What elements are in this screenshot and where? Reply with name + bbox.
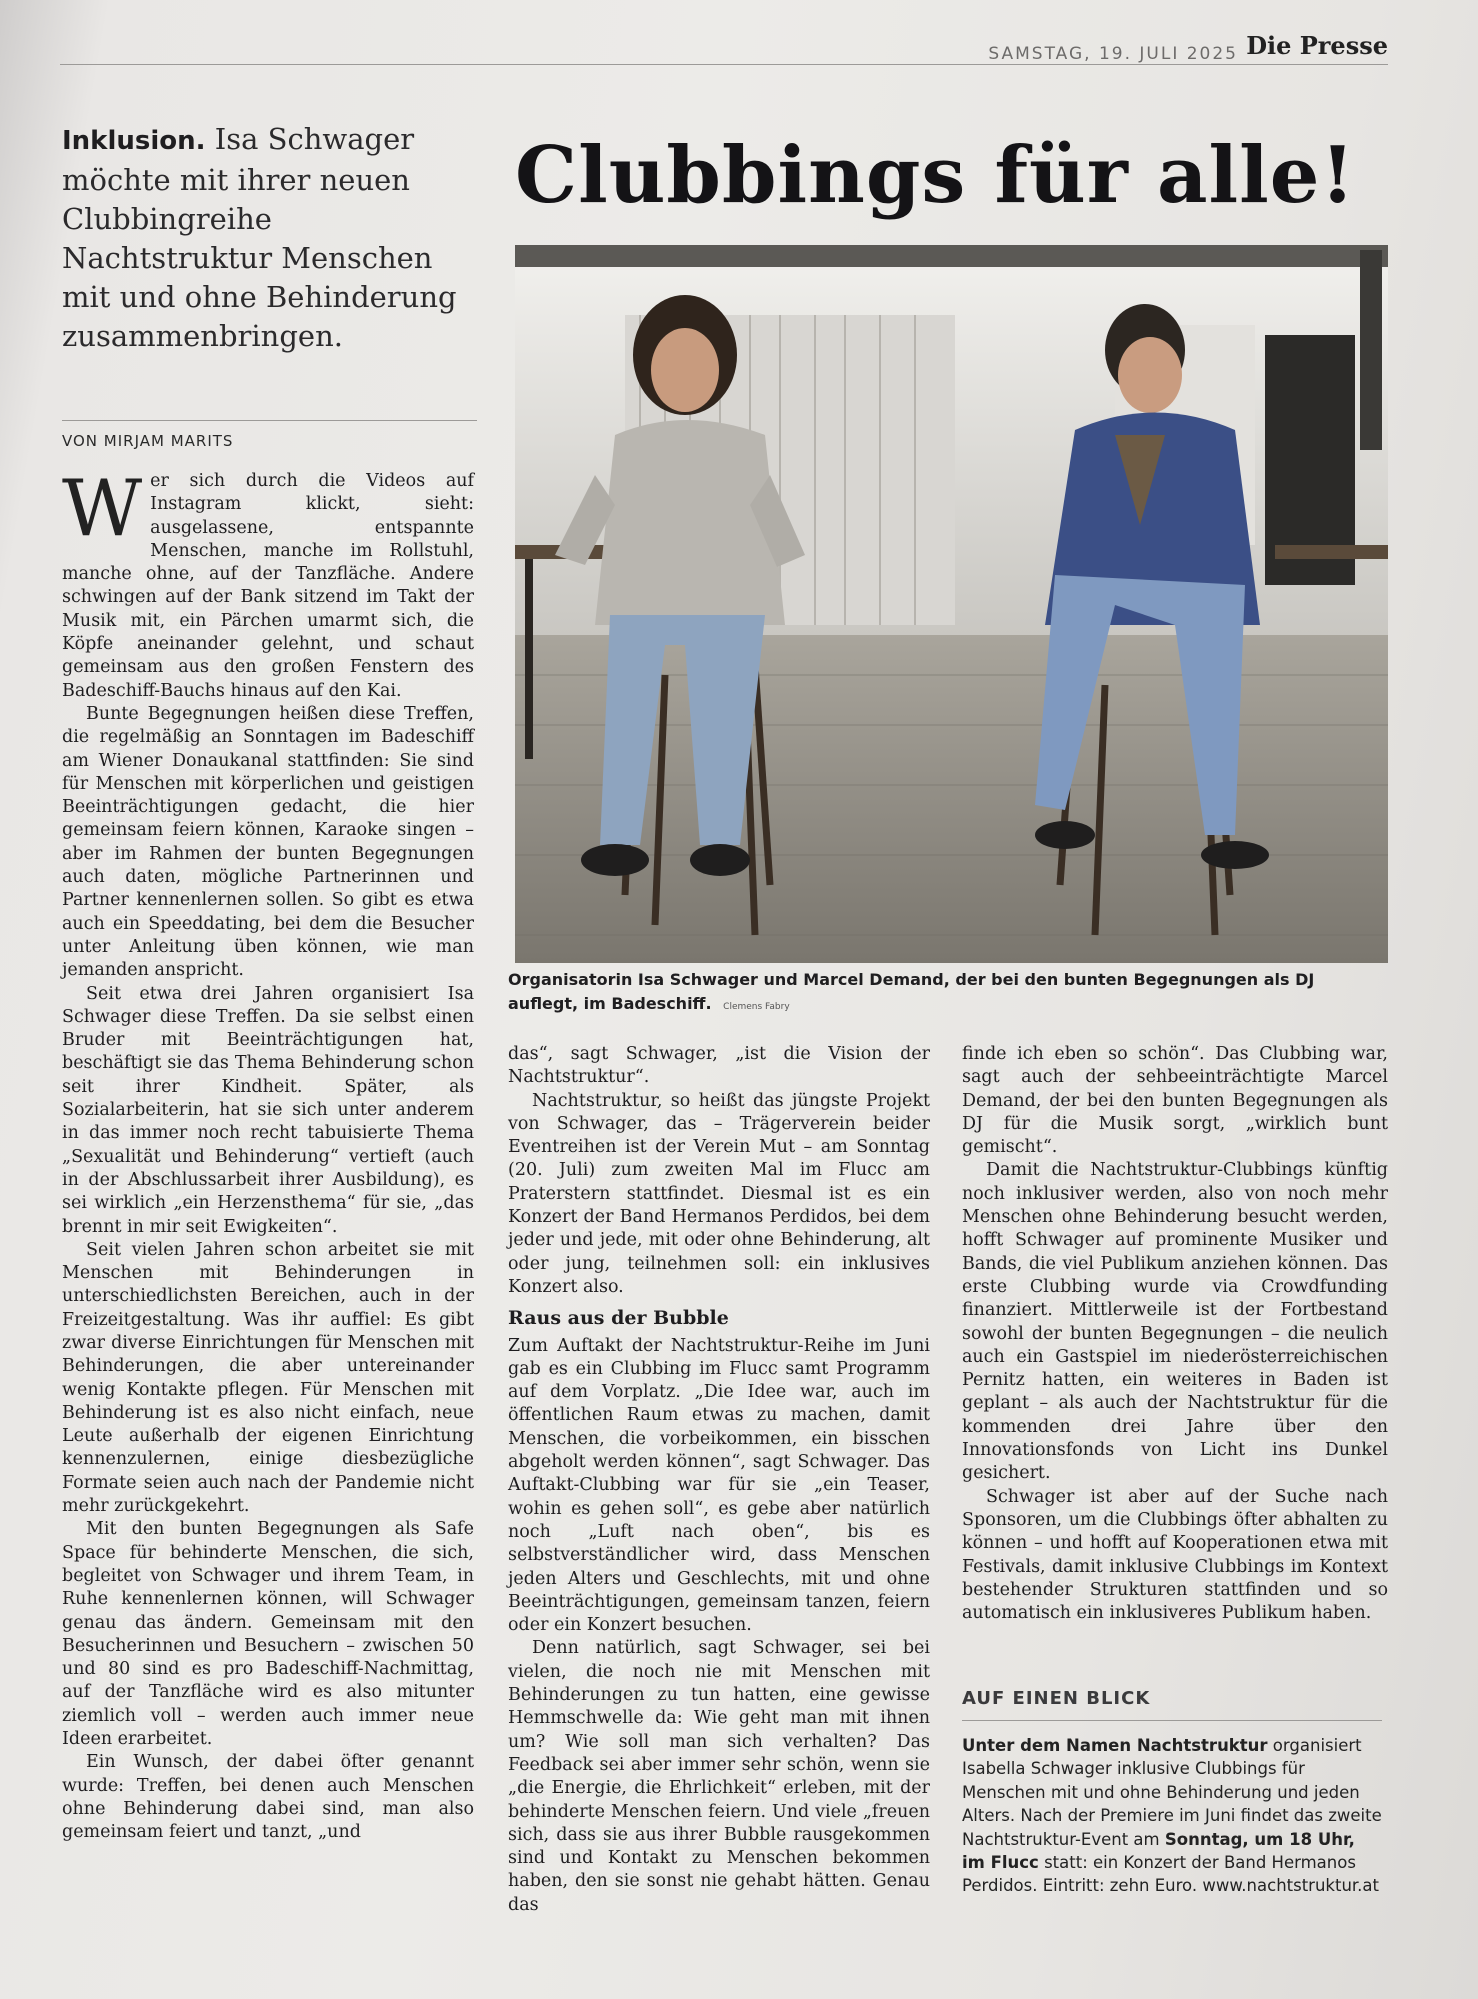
infobox-body-end: statt: ein Konzert der Band Hermanos Perdidos. Eintritt: zehn Euro. www.nachtstruktur.at — [962, 1853, 1380, 1896]
article-column-2 — [508, 1043, 930, 1917]
paragraph-text: er sich durch die Videos auf Instagram klickt, sieht: ausgelassene, entspannte Menschen, manche im Rollstuhl, manche ohne, auf der Tanzfläche. Andere schwingen auf der Bank sitzend im Takt der Musik mit, ein Pärchen umarmt sich, die Köpfe aneinander gelehnt, und schaut gemeinsam aus den großen Fenstern des Badeschiff-Bauchs hinaus auf den Kai. — [62, 471, 474, 701]
paragraph: Mit den bunten Begegnungen als Safe Space für behinderte Menschen, die sich, begleitet von Schwager und ihrem Team, in Ruhe kennenlernen können, will Schwager genau das ändern. Gemeinsam mit den Besucherinnen und Besuchern – zwischen 50 und 80 sind es pro Badeschiff-Nachmittag, auf der Tanzfläche wird es also mitunter ziemlich voll – werden auch immer neue Ideen erarbeitet. — [62, 1519, 474, 1750]
photo-credit: Clemens Fabry — [723, 1002, 790, 1012]
divider — [62, 420, 477, 421]
paragraph: Zum Auftakt der Nachtstruktur-Reihe im Juni gab es ein Clubbing im Flucc samt Programm auf dem Vorplatz. „Die Idee war, auch im öffentlichen Raum etwas zu machen, damit Menschen, die vorbeikommen, ein bisschen abgeholt werden können“, sagt Schwager. Das Auftakt-Clubbing war für sie „ein Teaser, wohin es gehen soll“, es gebe aber natürlich noch „Luft nach oben“, bis es selbstverständlicher wird, dass Menschen jeden Alters und Geschlechts, mit und ohne Beeinträchtigungen, gemeinsam tanzen, feiern oder ein Konzert besuchen. — [508, 1335, 930, 1636]
article-photo — [515, 245, 1388, 963]
divider — [962, 1720, 1382, 1721]
paragraph: Denn natürlich, sagt Schwager, sei bei vielen, die noch nie mit Menschen mit Behinderungen zu tun hatten, eine gewisse Hemmschwelle da: Wie geht man mit ihnen um? Wie soll man sich verhalten? Das Feedback sei aber immer sehr schön, wenn sie „die Energie, die Ehrlichkeit“ erleben, mit der behinderte Menschen feiern. Und viele „freuen sich, dass sie aus ihrer Bubble rausgekommen sind und Kontakt zu Menschen bekommen haben, den sie sonst nie gehabt hätten. Genau das — [508, 1638, 930, 1915]
subheading: Raus aus der Bubble — [508, 1307, 729, 1330]
article-column-1 — [62, 464, 474, 1845]
article-teaser — [62, 120, 482, 356]
paragraph: Schwager ist aber auf der Suche nach Sponsoren, um die Clubbings öfter abhalten zu können – und hofft auf Kooperationen etwa mit Festivals, damit inklusive Clubbings im Kontext bestehender Strukturen stattfinden und so automatisch ein inklusiveres Publikum haben. — [962, 1486, 1388, 1624]
byline: VON MIRJAM MARITS — [62, 432, 234, 450]
paragraph: Seit etwa drei Jahren organisiert Isa Schwager diese Treffen. Da sie selbst einen Bruder mit Beeinträchtigungen hat, beschäftigt sie das Thema Behinderung schon seit ihrer Kindheit. Später, als Sozialarbeiterin, hat sie sich unter anderem in das immer noch recht tabuisierte Thema „Sexualität und Behinderung“ vertieft (auch in der Abschlussarbeit ihrer Ausbildung), es sei wirklich „ein Herzensthema“ für sie, „das brennt in mir seit Ewigkeiten“. — [62, 983, 474, 1237]
infobox-text — [962, 1734, 1382, 1898]
paragraph: Ein Wunsch, der dabei öfter genannt wurde: Treffen, bei denen auch Menschen ohne Behinderung dabei sind, man also gemeinsam feiert und tanzt, „und — [62, 1752, 474, 1843]
paragraph: Bunte Begegnungen heißen diese Treffen, die regelmäßig an Sonntagen im Badeschiff am Wiener Donaukanal stattfinden: Sie sind für Menschen mit körperlichen und geistigen Beeinträchtigungen gedacht, die hier gemeinsam feiern können, Karaoke singen – aber im Rahmen der bunten Begegnungen auch daten, mögliche Partnerinnen und Partner kennenlernen sollen. So gibt es etwa auch ein Speeddating, bei dem die Besucher unter Anleitung üben können, wie man jemanden anspricht. — [62, 703, 474, 981]
infobox-event-time: Sonntag, um 18 Uhr, im Flucc — [962, 1829, 1355, 1873]
paragraph: das“, sagt Schwager, „ist die Vision der Nachtstruktur“. — [508, 1044, 930, 1088]
issue-date: SAMSTAG, 19. JULI 2025 — [988, 44, 1238, 64]
infobox-lead: Unter dem Namen Nachtstruktur — [962, 1736, 1268, 1755]
paragraph: finde ich eben so schön“. Das Clubbing war, sagt auch der sehbeeinträchtigte Marcel Demand, der bei den bunten Begegnungen als DJ für die Musik sorgt, „wirklich bunt gemischt“. — [962, 1044, 1388, 1158]
caption-text: Organisatorin Isa Schwager und Marcel Demand, der bei den bunten Begegnungen als DJ auflegt, im Badeschiff. — [508, 970, 1315, 1013]
headline: Clubbings für alle! — [515, 130, 1356, 221]
paragraph: Nachtstruktur, so heißt das jüngste Projekt von Schwager, das – Trägerverein beider Eventreihen ist der Verein Mut – am Sonntag (20. Juli) zum zweiten Mal im Flucc am Praterstern stattfindet. Diesmal ist es ein Konzert der Band Hermanos Perdidos, bei dem jeder und jede, mit oder ohne Behinderung, alt oder jung, teilnehmen soll: ein inklusives Konzert also. — [508, 1090, 930, 1297]
masthead-logo: Die Presse — [1246, 31, 1388, 60]
kicker-text: Isa Schwager möchte mit ihrer neuen Clubbingreihe Nachtstruktur Menschen mit und ohne Behinderung zusammenbringen. — [62, 122, 457, 353]
page-header — [60, 28, 1388, 65]
infobox-body: organisiert Isabella Schwager inklusive Clubbings für Menschen mit und ohne Behinderung und jeden Alters. Nach der Premiere im Juni findet das zweite Nachtstruktur-Event am — [962, 1736, 1382, 1849]
infobox-title: AUF EINEN BLICK — [962, 1688, 1151, 1709]
article-column-3 — [962, 1043, 1388, 1625]
drop-cap: W — [62, 464, 143, 554]
lead-paragraph — [62, 464, 474, 703]
paragraph: Seit vielen Jahren schon arbeitet sie mit Menschen mit Behinderungen in unterschiedlichsten Bereichen, auch in der Freizeitgestaltung. Was ihr auffiel: Es gibt zwar diverse Einrichtungen für Menschen mit Behinderungen, die aber untereinander wenig Kontakte pflegen. Für Menschen mit Behinderung ist es also nicht einfach, neue Leute außerhalb der eigenen Einrichtung kennenzulernen, einige diesbezügliche Formate seien auch nach der Pandemie nicht mehr zurückgekehrt. — [62, 1239, 474, 1517]
paragraph: Damit die Nachtstruktur-Clubbings künftig noch inklusiver werden, also von noch mehr Menschen ohne Behinderung besucht werden, hofft Schwager auf prominente Musiker und Bands, die viel Publikum anziehen können. Das erste Clubbing wurde via Crowdfunding finanziert. Mittlerweile ist der Fortbestand sowohl der bunten Begegnungen – die neulich auch ein Gastspiel im niederösterreichischen Pernitz hatten, ein weiteres in Baden ist geplant – als auch der Nachtstruktur für die kommenden drei Jahre über den Innovationsfonds von Licht ins Dunkel gesichert. — [962, 1160, 1388, 1484]
photo-caption — [508, 968, 1388, 1019]
photo-illustration — [515, 245, 1388, 963]
kicker-label: Inklusion. — [62, 126, 206, 156]
